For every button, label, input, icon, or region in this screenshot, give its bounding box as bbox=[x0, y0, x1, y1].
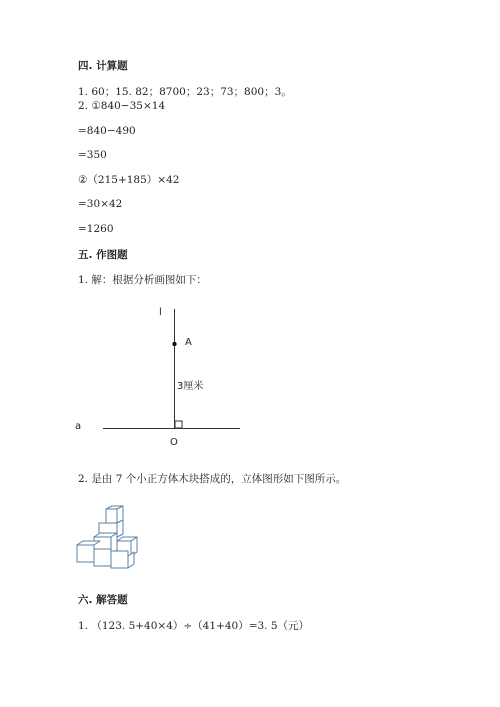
section-5-heading: 五. 作图题 bbox=[78, 249, 128, 261]
label-l: l bbox=[159, 307, 162, 318]
cube-top-upper bbox=[106, 506, 123, 523]
label-O: O bbox=[170, 437, 178, 448]
section-4-heading: 四. 计算题 bbox=[78, 60, 128, 72]
drawing-answer-2: 2. 是由 7 个小正方体木块搭成的，立体图形如下图所示。 bbox=[78, 473, 347, 485]
answer-line-4: =350 bbox=[78, 149, 107, 161]
label-distance: 3厘米 bbox=[177, 381, 204, 392]
answer-line-2: 2. ①840−35×14 bbox=[78, 100, 166, 112]
label-A: A bbox=[185, 337, 192, 348]
label-a: a bbox=[75, 421, 82, 432]
answer-line-3: =840−490 bbox=[78, 125, 136, 137]
answer-line-1: 1. 60；15. 82；8700；23；73；800；3。 bbox=[78, 86, 292, 98]
answer-line-7: =1260 bbox=[78, 223, 114, 235]
answer-line-5: ②（215+185）×42 bbox=[78, 174, 180, 186]
drawing-answer-1: 1. 解：根据分析画图如下： bbox=[78, 274, 207, 286]
section-6-heading: 六. 解答题 bbox=[78, 594, 128, 606]
answer-line-6: =30×42 bbox=[78, 198, 123, 210]
word-problem-answer-1: 1. （123. 5+40×4）÷（41+40）=3. 5（元） bbox=[78, 620, 310, 632]
